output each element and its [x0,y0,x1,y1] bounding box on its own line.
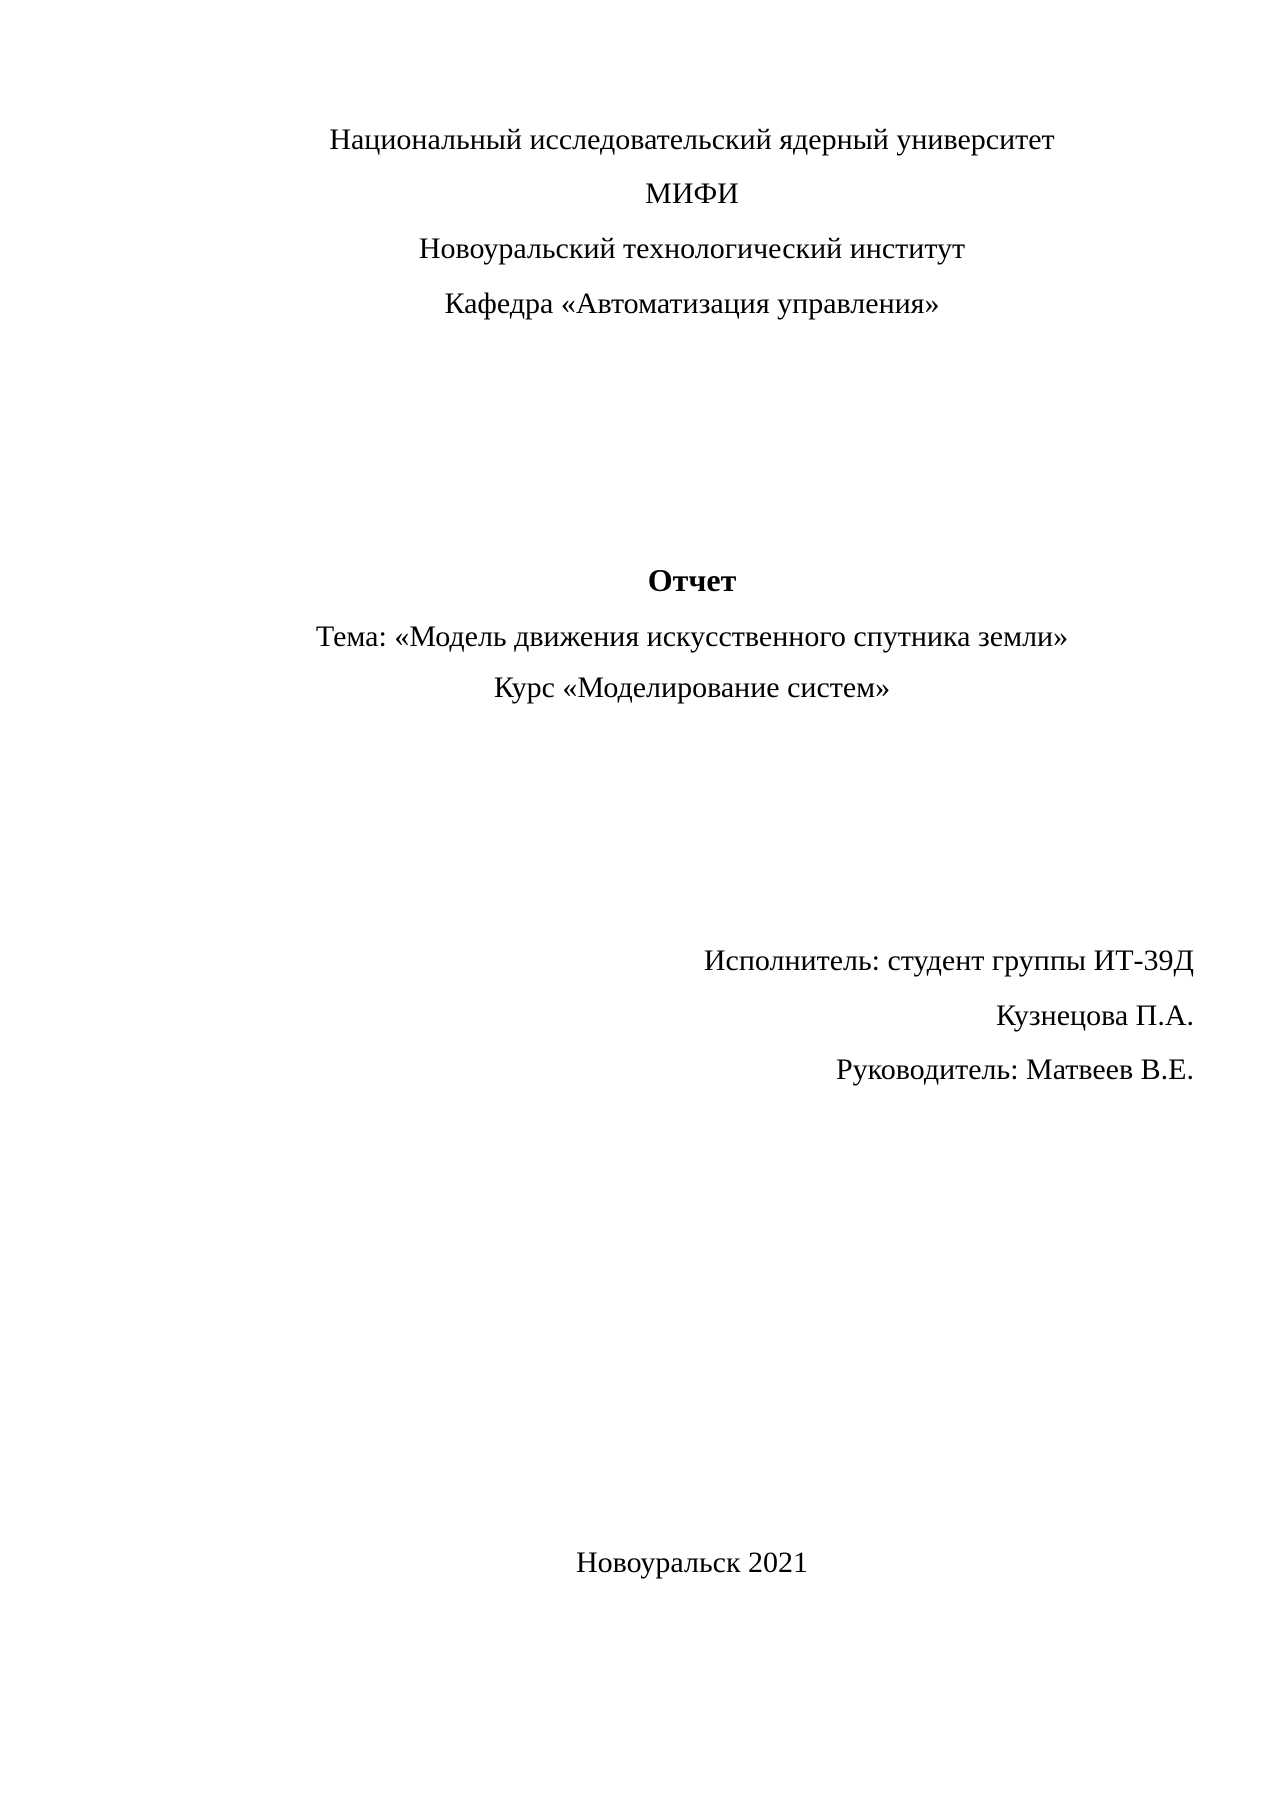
department-name: Кафедра «Автоматизация управления» [444,287,940,320]
university-name: Национальный исследовательский ядерный университет [329,123,1055,156]
executor-name: Кузнецова П.А. [996,999,1194,1032]
document-title: Отчет [647,562,737,598]
course-name: Курс «Моделирование систем» [493,671,891,704]
university-abbreviation: МИФИ [645,177,739,210]
city-year: Новоуральск 2021 [575,1546,809,1579]
executor-label: Исполнитель: студент группы ИТ-39Д [703,944,1194,977]
report-topic: Тема: «Модель движения искусственного спутника земли» [315,620,1069,653]
institute-name: Новоуральский технологический институт [418,232,966,265]
supervisor-label: Руководитель: Матвеев В.Е. [835,1053,1194,1086]
